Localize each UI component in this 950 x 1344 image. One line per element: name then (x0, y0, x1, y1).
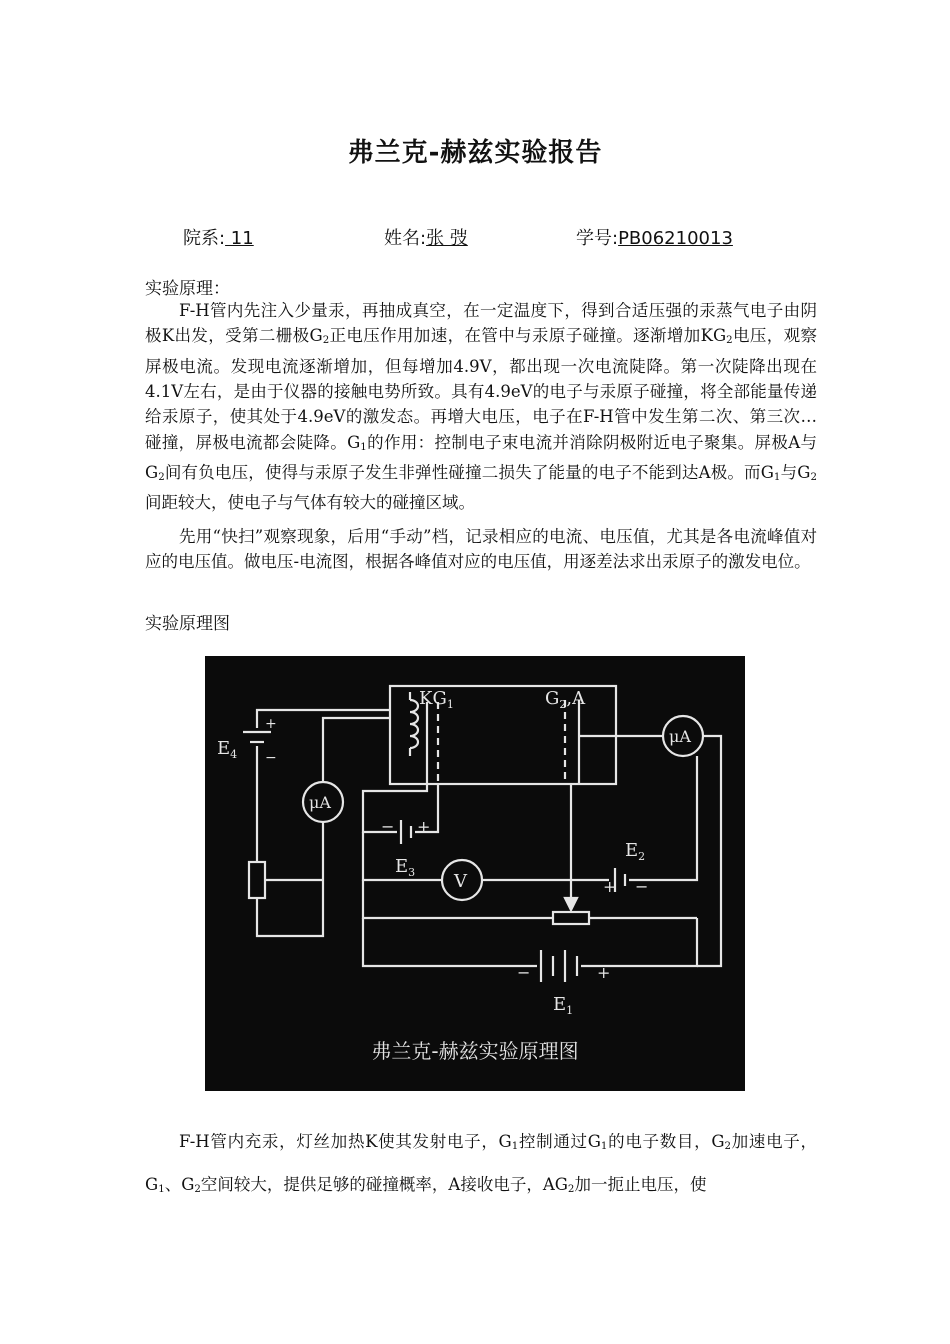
diagram-inner-title: 弗兰克-赫兹实验原理图 (371, 1039, 579, 1063)
diagram-caption: 实验原理图 (145, 614, 230, 634)
e1-minus-sign: − (517, 963, 531, 982)
slider-arrow-icon (565, 898, 577, 910)
student-id-field (576, 224, 733, 250)
circuit-diagram (205, 656, 745, 1091)
principle-paragraph-2: 先用“快扫”观察现象，后用“手动”档，记录相应的电流、电压值，尤其是各电流峰值对应的电压值。做电压-电流图，根据各峰值对应的电压值，用逐差法求出汞原子的激发电位。 (145, 527, 817, 572)
voltmeter-label: V (454, 871, 467, 892)
student-id-value: PB06210013 (618, 228, 733, 249)
principle-paragraph-1: F-H管内先注入少量汞，再抽成真空，在一定温度下，得到合适压强的汞蒸气电子由阴极K出发，受第二栅极$G_2$正电压作用加速，在管中与汞原子碰撞。逐渐增加$KG_2$电压，观察屏极电流。发现电流逐渐增加，但每增加4.9V，都出现一次电流陡降。第一次陡降出现在4.1V左右，是由于仪器的接触电势所致。具有4.9eV的电子与汞原子碰撞，将全部能量传递给汞原子，使其处于4.9eV的激发态。再增大电压，电子在F-H管中发生第二次、第三次…碰撞，屏极电流都会陡降。$G_1$的作用：控制电子束电流并消除阴极附近电子聚集。屏极A与$G_2$间有负电压，使得与汞原子发生非弹性碰撞二损失了能量的电子不能到达A极。而$G_1$与$G_2$间距较大，使电子与气体有较大的碰撞区域。 (145, 301, 818, 513)
potentiometer (553, 912, 589, 924)
e4-minus-sign: − (265, 750, 277, 766)
e2-minus-sign: − (635, 877, 649, 896)
e1-plus-sign: + (597, 963, 611, 982)
e3-plus-sign: + (417, 817, 431, 836)
e1-label: $E_1$ (553, 994, 574, 1017)
department-field (183, 224, 254, 250)
g2a-label: $G_2,A$ (545, 688, 586, 711)
e3-minus-sign: − (381, 817, 395, 836)
e4-label: $E_4$ (217, 738, 238, 761)
kg1-label: $KG_1$ (419, 688, 454, 711)
name-field (384, 224, 468, 250)
department-label: 院系: (183, 228, 226, 249)
microammeter-left-label: μA (309, 793, 331, 812)
e4-plus-sign: + (265, 716, 277, 732)
rheostat-left (249, 862, 265, 898)
student-id-label: 学号: (576, 228, 619, 249)
e2-label: $E_2$ (625, 840, 646, 863)
e2-plus-sign: + (603, 877, 617, 896)
microammeter-right-label: μA (669, 727, 691, 746)
name-value: 张 弢 (426, 228, 468, 249)
name-label: 姓名: (384, 228, 427, 249)
explanation-paragraph: F-H管内充汞，灯丝加热K使其发射电子，$G_1$控制通过$G_1$的电子数目，$G_2$加速电子，$G_1$、$G_2$空间较大，提供足够的碰撞概率，A接收电子，$AG_2$加一扼止电压，使 (145, 1132, 818, 1196)
principle-heading: 实验原理： (145, 279, 230, 299)
e3-label: $E_3$ (395, 856, 416, 879)
filament-coil-icon (410, 692, 418, 756)
report-title: 弗兰克-赫兹实验报告 (347, 138, 603, 168)
department-value: 11 (225, 228, 254, 249)
